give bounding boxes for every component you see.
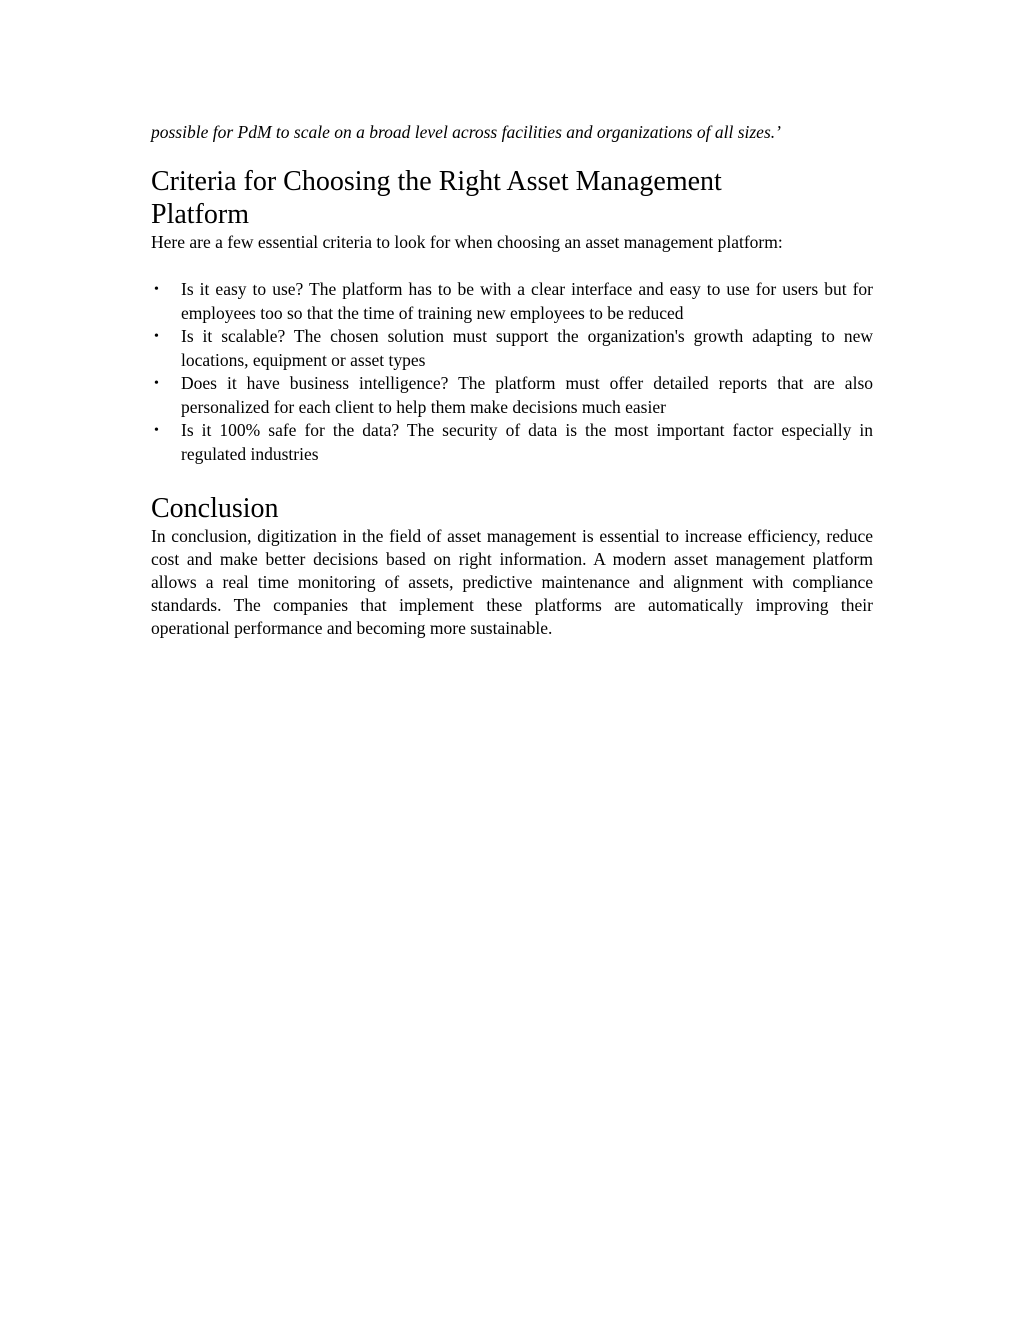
list-item [151,278,873,325]
criteria-intro: Here are a few essential criteria to look for when choosing an asset management platform: [151,232,783,252]
list-item [151,372,873,419]
bullet-icon: • [154,423,159,438]
bullet-icon: • [154,329,159,344]
list-item-text: Does it have business intelligence? The platform must offer detailed reports that are also personalized for each client to help them make decisions much easier [181,373,873,417]
bullet-icon: • [154,282,159,297]
list-item-text: Is it easy to use? The platform has to be with a clear interface and easy to use for users but for employees too so that the time of training new employees to be reduced [181,279,873,323]
list-item-text: Is it 100% safe for the data? The security of data is the most important factor especially in regulated industries [181,420,873,464]
quote-continuation: possible for PdM to scale on a broad level across facilities and organizations of all sizes.’ [151,122,781,142]
bullet-icon: • [154,376,159,391]
conclusion-heading: Conclusion [151,493,279,524]
criteria-heading: Criteria for Choosing the Right Asset Management Platform [151,166,722,230]
conclusion-paragraph: In conclusion, digitization in the field of asset management is essential to increase efficiency, reduce cost and make better decisions based on right information. A modern asset management platform allows a real time monitoring of assets, predictive maintenance and alignment with compliance standards. The companies that implement these platforms are automatically improving their operational performance and becoming more sustainable. [151,526,873,638]
list-item-text: Is it scalable? The chosen solution must support the organization's growth adapting to new locations, equipment or asset types [181,326,873,370]
list-item [151,325,873,372]
document-page [151,121,873,640]
criteria-list [151,278,873,466]
list-item [151,419,873,466]
